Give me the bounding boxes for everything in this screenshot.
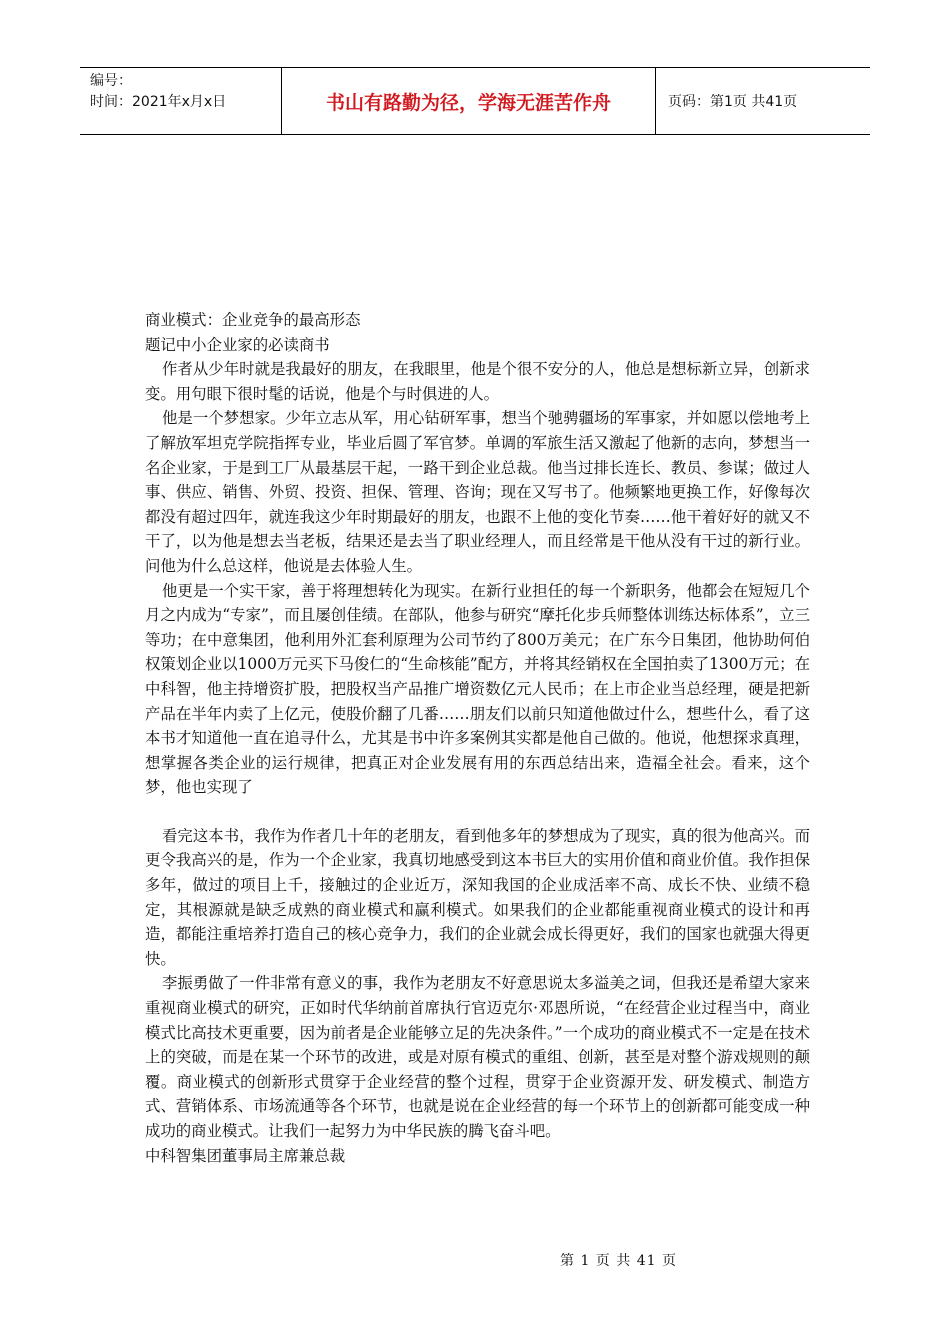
paragraph: 他是一个梦想家。少年立志从军，用心钻研军事，想当个驰骋疆场的军事家，并如愿以偿地考上了解放军坦克学院指挥专业，毕业后圆了军官梦。单调的军旅生活又激起了他新的志向，梦想当一名企业家，于是到工厂从最基层干起，一路干到企业总裁。他当过排长连长、教员、参谋；做过人事、供应、销售、外贸、投资、担保、管理、咨询；现在又写书了。他频繁地更换工作，好像每次都没有超过四年，就连我这少年时期最好的朋友，也跟不上他的变化节奏……他干着好好的就又不干了，以为他是想去当老板，结果还是去当了职业经理人，而且经常是干他从没有干过的新行业。问他为什么总这样，他说是去体验人生。 bbox=[145, 409, 810, 575]
paragraph-gap bbox=[145, 800, 810, 824]
header-meta-cell bbox=[80, 68, 282, 134]
paragraph: 李振勇做了一件非常有意义的事，我作为老朋友不好意思说太多溢美之词，但我还是希望大家来重视商业模式的研究，正如时代华纳前首席执行官迈克尔·邓恩所说，“在经营企业过程当中，商业模式比高技术更重要，因为前者是企业能够立足的先决条件。”一个成功的商业模式不一定是在技术上的突破，而是在某一个环节的改进，或是对原有模式的重组、创新，甚至是对整个游戏规则的颠覆。商业模式的创新形式贯穿于企业经营的整个过程，贯穿于企业资源开发、研发模式、制造方式、营销体系、市场流通等各个环节，也就是说在企业经营的每一个环节上的创新都可能变成一种成功的商业模式。让我们一起努力为中华民族的腾飞奋斗吧。 bbox=[145, 974, 810, 1140]
paragraph: 作者从少年时就是我最好的朋友，在我眼里，他是个很不安分的人，他总是想标新立异，创新求变。用句眼下很时髦的话说，他是个与时俱进的人。 bbox=[145, 360, 810, 403]
signature: 中科智集团董事局主席兼总裁 bbox=[145, 1146, 346, 1165]
document-body bbox=[145, 308, 810, 1168]
document-number-label: 编号： bbox=[90, 73, 132, 89]
page-footer: 第 1 页 共 41 页 bbox=[560, 1253, 677, 1269]
document-title: 商业模式：企业竞争的最高形态 bbox=[145, 311, 361, 329]
paragraph: 他更是一个实干家，善于将理想转化为现实。在新行业担任的每一个新职务，他都会在短短几个月之内成为“专家”，而且屡创佳绩。在部队，他参与研究“摩托化步兵师整体训练达标体系”，立三等功；在中意集团，他利用外汇套利原理为公司节约了800万美元；在广东今日集团，他协助何伯权策划企业以1000万元买下马俊仁的“生命核能”配方，并将其经销权在全国拍卖了1300万元；在中科智，他主持增资扩股，把股权当产品推广增资数亿元人民币；在上市企业当总经理，硬是把新产品在半年内卖了上亿元，使股价翻了几番……朋友们以前只知道他做过什么，想些什么，看了这本书才知道他一直在追寻什么，尤其是书中许多案例其实都是他自己做的。他说，他想探求真理，想掌握各类企业的运行规律，把真正对企业发展有用的东西总结出来，造福全社会。看来，这个梦，他也实现了 bbox=[145, 581, 810, 797]
header-motto: 书山有路勤为径，学海无涯苦作舟 bbox=[282, 68, 656, 134]
document-subtitle: 题记中小企业家的必读商书 bbox=[145, 335, 330, 354]
document-date-label: 时间：2021年x月x日 bbox=[90, 94, 227, 110]
header-table bbox=[80, 67, 870, 135]
header-page-info: 页码：第1页 共41页 bbox=[668, 94, 798, 110]
paragraph: 看完这本书，我作为作者几十年的老朋友，看到他多年的梦想成为了现实，真的很为他高兴。而更令我高兴的是，作为一个企业家，我真切地感受到这本书巨大的实用价值和商业价值。我作担保多年，做过的项目上千，接触过的企业近万，深知我国的企业成活率不高、成长不快、业绩不稳定，其根源就是缺乏成熟的商业模式和赢利模式。如果我们的企业都能重视商业模式的设计和再造，都能注重培养打造自己的核心竞争力，我们的企业就会成长得更好，我们的国家也就强大得更快。 bbox=[145, 826, 810, 968]
